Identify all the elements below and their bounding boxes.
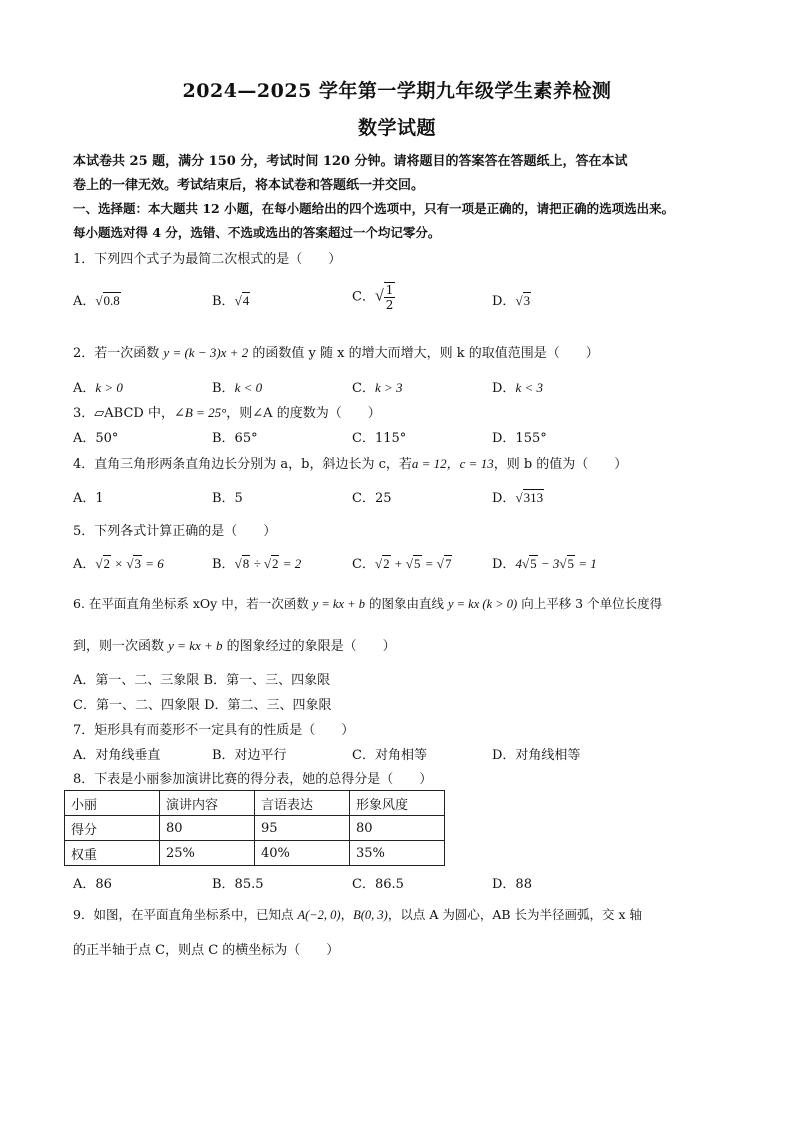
question-3-option-c: C．115°	[352, 431, 407, 446]
section-1-line-2: 每小题选对得 4 分，选错、不选或选出的答案超过一个均记零分。	[73, 225, 441, 240]
question-7-stem: 7．矩形具有而菱形不一定具有的性质是（ ）	[73, 723, 355, 738]
table-cell: 演讲内容	[160, 791, 255, 816]
question-6-options-cd: C．第一、二、四象限 D．第二、三、四象限	[73, 698, 332, 713]
question-1-stem: 1．下列四个式子为最简二次根式的是（ ）	[73, 252, 342, 267]
table-cell: 80	[160, 816, 255, 841]
table-cell: 形象风度	[350, 791, 445, 816]
question-7-option-c: C．对角相等	[352, 748, 427, 763]
table-cell: 35%	[350, 841, 445, 866]
question-1-option-b: B．√4	[212, 293, 250, 309]
question-8-option-a: A．86	[73, 877, 112, 892]
question-4-option-b: B．5	[212, 491, 243, 506]
question-7-option-a: A．对角线垂直	[73, 748, 161, 763]
question-9-stem-line-2: 的正半轴于点 C，则点 C 的横坐标为（ ）	[73, 943, 340, 958]
table-cell: 言语表达	[255, 791, 350, 816]
question-6-stem-line-1: 6. 在平面直角坐标系 xOy 中，若一次函数 y = kx + b 的图象由直线 y = kx (k > 0) 向上平移 3 个单位长度得	[73, 596, 663, 611]
exam-subtitle: 数学试题	[357, 117, 436, 139]
question-4-option-d: D．√313	[492, 490, 544, 506]
question-4-option-a: A．1	[73, 491, 104, 506]
table-cell: 25%	[160, 841, 255, 866]
question-6-stem-line-2: 到，则一次函数 y = kx + b 的图象经过的象限是（ ）	[73, 638, 396, 654]
table-cell: 权重	[65, 841, 160, 866]
question-6-options-ab: A．第一、二、三象限 B．第一、三、四象限	[73, 673, 331, 688]
question-2-stem: 2．若一次函数 y = (k − 3)x + 2 的函数值 y 随 x 的增大而增大，则 k 的取值范围是（ ）	[73, 345, 599, 361]
question-2-option-a: A．k > 0	[73, 380, 123, 396]
question-5-option-c: C．√2 + √5 = √7	[352, 556, 452, 572]
table-cell: 小丽	[65, 791, 160, 816]
question-3-option-b: B．65°	[212, 431, 258, 446]
table-row	[65, 841, 445, 866]
question-4-option-c: C．25	[352, 491, 392, 506]
table-cell: 40%	[255, 841, 350, 866]
table-cell: 80	[350, 816, 445, 841]
question-1-option-c: C．√ $\frac{1}{2}$	[352, 283, 394, 312]
question-5-option-a: A．√2 × √3 = 6	[73, 556, 164, 572]
question-4-stem: 4．直角三角形两条直角边长分别为 a，b，斜边长为 c，若a = 12，c = 13，则 b 的值为（ ）	[73, 456, 628, 472]
exam-title: 2024—2025 学年第一学期九年级学生素养检测	[182, 80, 612, 102]
table-cell: 95	[255, 816, 350, 841]
section-1-line-1: 一、选择题：本大题共 12 小题，在每小题给出的四个选项中，只有一项是正确的，请把正确的选项选出来。	[73, 201, 675, 216]
question-1-option-a: A．√0.8	[73, 293, 120, 309]
question-5-stem: 5．下列各式计算正确的是（ ）	[73, 524, 277, 539]
question-2-option-c: C．k > 3	[352, 380, 403, 396]
instructions-line-2: 卷上的一律无效。考试结束后，将本试卷和答题纸一并交回。	[73, 178, 425, 193]
question-2-option-b: B．k < 0	[212, 380, 263, 396]
question-1-option-d: D．√3	[492, 293, 531, 309]
question-2-option-d: D．k < 3	[492, 380, 543, 396]
table-header-row	[65, 791, 445, 816]
question-3-stem: 3．▱ABCD 中，∠B = 25°，则∠A 的度数为（ ）	[73, 405, 381, 421]
question-7-option-d: D．对角线相等	[492, 748, 581, 763]
score-table	[64, 790, 445, 866]
instructions-line-1: 本试卷共 25 题，满分 150 分，考试时间 120 分钟。请将题目的答案答在答题纸上，答在本试	[73, 154, 628, 169]
table-cell: 得分	[65, 816, 160, 841]
question-3-option-a: A．50°	[73, 431, 119, 446]
table-row	[65, 816, 445, 841]
question-8-option-b: B．85.5	[212, 877, 264, 892]
question-7-option-b: B．对边平行	[212, 748, 287, 763]
question-3-option-d: D．155°	[492, 431, 547, 446]
question-9-stem-line-1: 9．如图，在平面直角坐标系中，已知点 A(−2, 0)，B(0, 3)，以点 A 为圆心，AB 长为半径画弧，交 x 轴	[73, 907, 643, 922]
question-8-option-d: D．88	[492, 877, 532, 892]
question-5-option-d: D．4√5 − 3√5 = 1	[492, 556, 597, 572]
question-5-option-b: B．√8 ÷ √2 = 2	[212, 556, 302, 572]
question-8-option-c: C．86.5	[352, 877, 404, 892]
question-8-stem: 8．下表是小丽参加演讲比赛的得分表，她的总得分是（ ）	[73, 772, 433, 787]
